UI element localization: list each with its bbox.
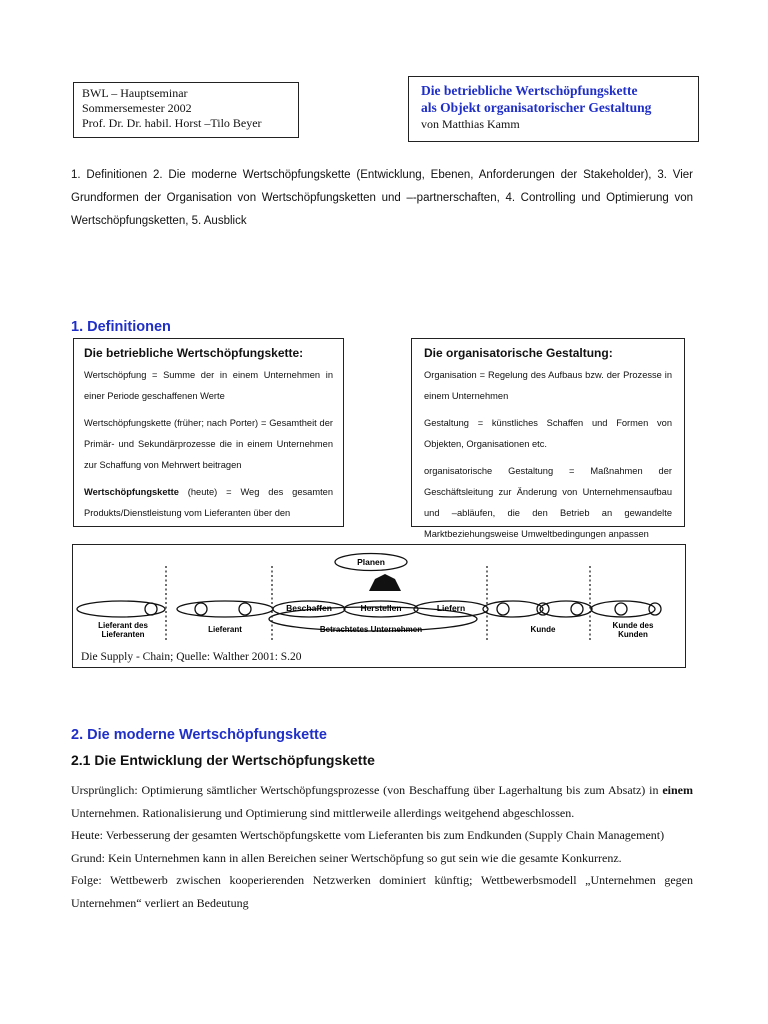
body-paragraph	[71, 779, 693, 824]
body-text: Unternehmen. Rationalisierung und Optimierung sind mittlerweile allerdings weitgehend abgeschlossen.	[71, 805, 575, 820]
stage-label: Kunde des	[612, 621, 654, 630]
document-title-line1: Die betriebliche Wertschöpfungskette	[421, 83, 638, 98]
table-of-contents: 1. Definitionen 2. Die moderne Wertschöpfungskette (Entwicklung, Ebenen, Anforderungen der Stakeholder), 3. Vier Grundformen der Organisation von Wertschöpfungsketten und –-partnerschaften, 4. Controlling und Optimierung von Wertschöpfungsketten, 5. Ausblick	[71, 169, 693, 227]
definition-text: organisatorische Gestaltung = Maßnahmen der Geschäftsleitung zur Änderung von Unternehmensaufbau und –abläufen, die den Betrieb an gewandelte Marktbeziehungsweise Umweltbedingungen anpassen	[424, 466, 672, 539]
definition-text-rest: (heute) = Weg des gesamten Produkts/Dienstleistung vom Lieferanten über den	[84, 487, 333, 518]
chain-link	[177, 601, 273, 617]
author: von Matthias Kamm	[421, 117, 520, 131]
definition-term: Wertschöpfungskette	[84, 487, 179, 497]
section2-body	[71, 779, 693, 914]
stage-label: Kunden	[618, 630, 648, 639]
beschaffen-label: Beschaffen	[286, 603, 332, 613]
course-info-box	[73, 82, 299, 138]
definition-text	[84, 482, 333, 524]
chain-link	[540, 601, 592, 617]
definition-text: Gestaltung = künstliches Schaffen und Formen von Objekten, Organisationen etc.	[424, 418, 672, 449]
definition-text: Wertschöpfungskette (früher; nach Porter) = Gesamtheit der Primär- und Sekundärprozesse die in einem Unternehmen zur Schaffung von Mehrwert beitragen	[84, 418, 333, 470]
definition-box-heading: Die betriebliche Wertschöpfungskette:	[84, 346, 304, 360]
body-paragraph: Heute: Verbesserung der gesamten Wertschöpfungskette vom Lieferanten bis zum Endkunden (Supply Chain Management)	[71, 828, 665, 842]
definition-box-heading: Die organisatorische Gestaltung:	[424, 346, 613, 360]
stage-label: Betrachtetes Unternehmen	[319, 625, 423, 634]
chain-link	[497, 603, 509, 615]
chain-link	[571, 603, 583, 615]
liefern-label: Liefern	[436, 603, 466, 613]
section1-heading: 1. Definitionen	[71, 319, 171, 335]
chain-link	[615, 603, 627, 615]
stage-label: Lieferanten	[101, 630, 145, 639]
section2-1-heading: 2.1 Die Entwicklung der Wertschöpfungskette	[71, 752, 375, 768]
document-title-box	[408, 76, 699, 142]
planen-umbrella	[335, 554, 407, 592]
body-text: Ursprünglich: Optimierung sämtlicher Wertschöpfungsprozesse (von Beschaffung über Lagerhaltung bis zum Absatz) in	[71, 783, 663, 797]
herstellen-label: Herstellen	[360, 603, 402, 613]
chain-link	[195, 603, 207, 615]
stage-label: Lieferant	[208, 625, 242, 634]
semester: Sommersemester 2002	[82, 101, 192, 115]
body-paragraph: Grund: Kein Unternehmen kann in allen Bereichen seiner Wertschöpfung so gut sein wie die gesamte Konkurrenz.	[71, 850, 622, 865]
chain-link	[483, 601, 543, 617]
supply-chain-diagram	[73, 545, 685, 667]
course-title: BWL – Hauptseminar	[82, 86, 188, 100]
figure-caption: Die Supply - Chain; Quelle: Walther 2001: S.20	[81, 651, 302, 663]
chain-link	[239, 603, 251, 615]
body-paragraph: Folge: Wettbewerb zwischen kooperierenden Netzwerken dominiert künftig; Wettbewerbsmodell „Unternehmen gegen Unternehmen“ verliert an Bedeutung	[71, 873, 693, 910]
definition-text: Wertschöpfung = Summe der in einem Unternehmen in einer Periode geschaffenen Werte	[84, 370, 333, 401]
definition-box-wertschoepfungskette	[73, 338, 344, 527]
stage-label: Kunde	[530, 625, 556, 634]
body-text-bold: einem	[662, 783, 693, 797]
planen-label: Planen	[357, 557, 385, 567]
professor: Prof. Dr. Dr. habil. Horst –Tilo Beyer	[82, 116, 262, 130]
document-title-line2: als Objekt organisatorischer Gestaltung	[421, 100, 652, 115]
definition-text: Organisation = Regelung des Aufbaus bzw. der Prozesse in einem Unternehmen	[424, 370, 672, 401]
umbrella-stem	[369, 574, 401, 591]
definition-box-gestaltung	[411, 338, 685, 539]
supply-chain-figure	[72, 544, 686, 668]
stage-label: Lieferant des	[98, 621, 148, 630]
section2-heading: 2. Die moderne Wertschöpfungskette	[71, 727, 327, 743]
chain-link	[145, 603, 157, 615]
